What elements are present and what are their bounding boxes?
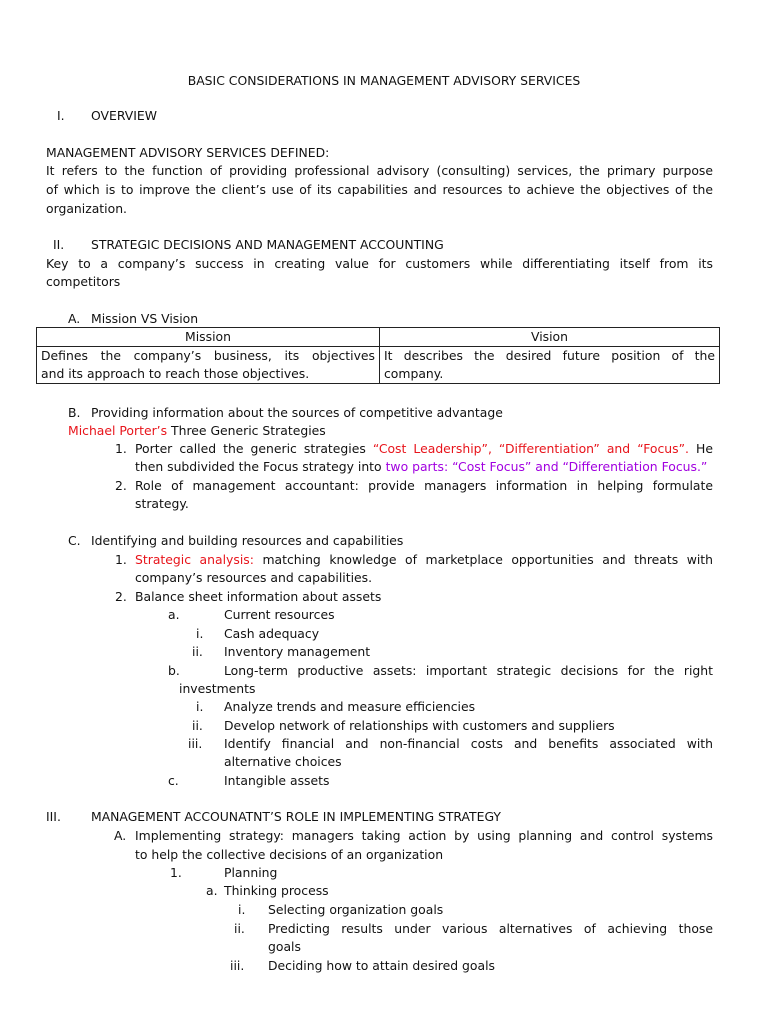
mas-heading: MANAGEMENT ADVISORY SERVICES DEFINED: xyxy=(46,145,330,160)
sub-c-label: C. xyxy=(68,533,81,548)
section-2-heading: STRATEGIC DECISIONS AND MANAGEMENT ACCOUNTING xyxy=(91,237,444,252)
p-ii-label: ii. xyxy=(234,921,245,936)
table-cell-vision xyxy=(380,347,720,384)
b1-line-2 xyxy=(135,458,707,476)
c1-strategic-analysis: Strategic analysis: xyxy=(135,552,254,567)
c2b-i-label: i. xyxy=(196,699,204,714)
b2-line-2: strategy. xyxy=(135,496,189,511)
c2a-ii-text: Inventory management xyxy=(224,644,371,659)
c2b-label: b. xyxy=(168,663,180,678)
planning-text: Planning xyxy=(224,865,278,880)
section-2-line-2: competitors xyxy=(46,274,121,289)
sub-b-text: Providing information about the sources of competitive advantage xyxy=(91,405,503,420)
vision-line-1: It describes the desired future position of the xyxy=(384,348,715,363)
b1-post: He xyxy=(688,441,713,456)
c1-line-1 xyxy=(135,551,713,569)
table-cell-mission xyxy=(37,347,380,384)
c2b-ii-text: Develop network of relationships with customers and suppliers xyxy=(224,718,615,733)
mas-line-2: of which is to improve the client’s use of its capabilities and resources to achieve the objectives of the xyxy=(46,182,713,197)
c2b-line-2: investments xyxy=(179,681,256,696)
c2b-i-text: Analyze trends and measure efficiencies xyxy=(224,699,476,714)
b1-number: 1. xyxy=(115,441,127,456)
c2-number: 2. xyxy=(115,589,127,604)
b2-line-1: Role of management accountant: provide managers information in helping formulate xyxy=(135,478,713,493)
section-1-heading: OVERVIEW xyxy=(91,108,157,123)
c1-rest: matching knowledge of marketplace opportunities and threats with xyxy=(253,552,714,567)
sub-a-text: Mission VS Vision xyxy=(91,311,199,326)
porter-rest: Three Generic Strategies xyxy=(167,423,326,438)
b1-line-1 xyxy=(135,440,713,458)
s3a-label: A. xyxy=(114,828,127,843)
mission-line-2: and its approach to reach those objectives. xyxy=(41,366,310,381)
sub-b-label: B. xyxy=(68,405,81,420)
s3a-line-1: Implementing strategy: managers taking action by using planning and control systems xyxy=(135,828,713,843)
p-iii-text: Deciding how to attain desired goals xyxy=(268,958,495,973)
c2a-i-text: Cash adequacy xyxy=(224,626,320,641)
mission-line-1: Defines the company’s business, its objectives xyxy=(41,348,375,363)
document-title: BASIC CONSIDERATIONS IN MANAGEMENT ADVISORY SERVICES xyxy=(187,73,581,88)
thinking-label: a. xyxy=(206,883,218,898)
p-iii-label: iii. xyxy=(230,958,245,973)
c2a-text: Current resources xyxy=(224,607,335,622)
c2a-i-label: i. xyxy=(196,626,204,641)
c2b-iii-line-1: Identify financial and non-financial costs and benefits associated with xyxy=(224,736,713,751)
b1-strategies: “Cost Leadership”, “Differentiation” and “Focus”. xyxy=(372,441,689,456)
section-1-number: I. xyxy=(57,108,65,123)
c1-line-2: company’s resources and capabilities. xyxy=(135,570,373,585)
section-3-heading: MANAGEMENT ACCOUNATNT’S ROLE IN IMPLEMENTING STRATEGY xyxy=(91,809,502,824)
c2b-iii-label: iii. xyxy=(188,736,203,751)
b2-number: 2. xyxy=(115,478,127,493)
vision-line-2: company. xyxy=(384,366,444,381)
table-row xyxy=(37,347,720,384)
c2b-line-1: Long-term productive assets: important strategic decisions for the right xyxy=(224,663,713,678)
mas-line-1: It refers to the function of providing professional advisory (consulting) services, the primary purpose xyxy=(46,163,713,178)
p-ii-line-1: Predicting results under various alternatives of achieving those xyxy=(268,921,713,936)
mas-line-3: organization. xyxy=(46,201,127,216)
porter-name: Michael Porter’s xyxy=(68,423,168,438)
b1-two-parts: two parts: “Cost Focus” and “Differentiation Focus.” xyxy=(385,459,708,474)
mission-vision-table xyxy=(36,327,720,384)
c2a-ii-label: ii. xyxy=(192,644,203,659)
section-2-number: II. xyxy=(53,237,65,252)
b1-l2-pre: then subdivided the Focus strategy into xyxy=(135,459,386,474)
c2c-text: Intangible assets xyxy=(224,773,330,788)
c2c-label: c. xyxy=(168,773,179,788)
sub-a-label: A. xyxy=(68,311,81,326)
section-2-line-1: Key to a company’s success in creating value for customers while differentiating itself from its xyxy=(46,256,713,271)
p-ii-line-2: goals xyxy=(268,939,301,954)
table-header-cell: Mission xyxy=(37,328,380,347)
p-i-label: i. xyxy=(238,902,246,917)
table-header-cell: Vision xyxy=(380,328,720,347)
porter-line xyxy=(68,422,326,440)
section-3-number: III. xyxy=(46,809,61,824)
p-i-text: Selecting organization goals xyxy=(268,902,444,917)
b1-pre: Porter called the generic strategies xyxy=(135,441,373,456)
table-header-row xyxy=(37,328,720,347)
s3a-line-2: to help the collective decisions of an organization xyxy=(135,847,444,862)
c1-number: 1. xyxy=(115,552,127,567)
c2b-ii-label: ii. xyxy=(192,718,203,733)
c2-text: Balance sheet information about assets xyxy=(135,589,382,604)
c2a-label: a. xyxy=(168,607,180,622)
planning-number: 1. xyxy=(170,865,182,880)
sub-c-text: Identifying and building resources and capabilities xyxy=(91,533,404,548)
c2b-iii-line-2: alternative choices xyxy=(224,754,342,769)
thinking-text: Thinking process xyxy=(224,883,329,898)
